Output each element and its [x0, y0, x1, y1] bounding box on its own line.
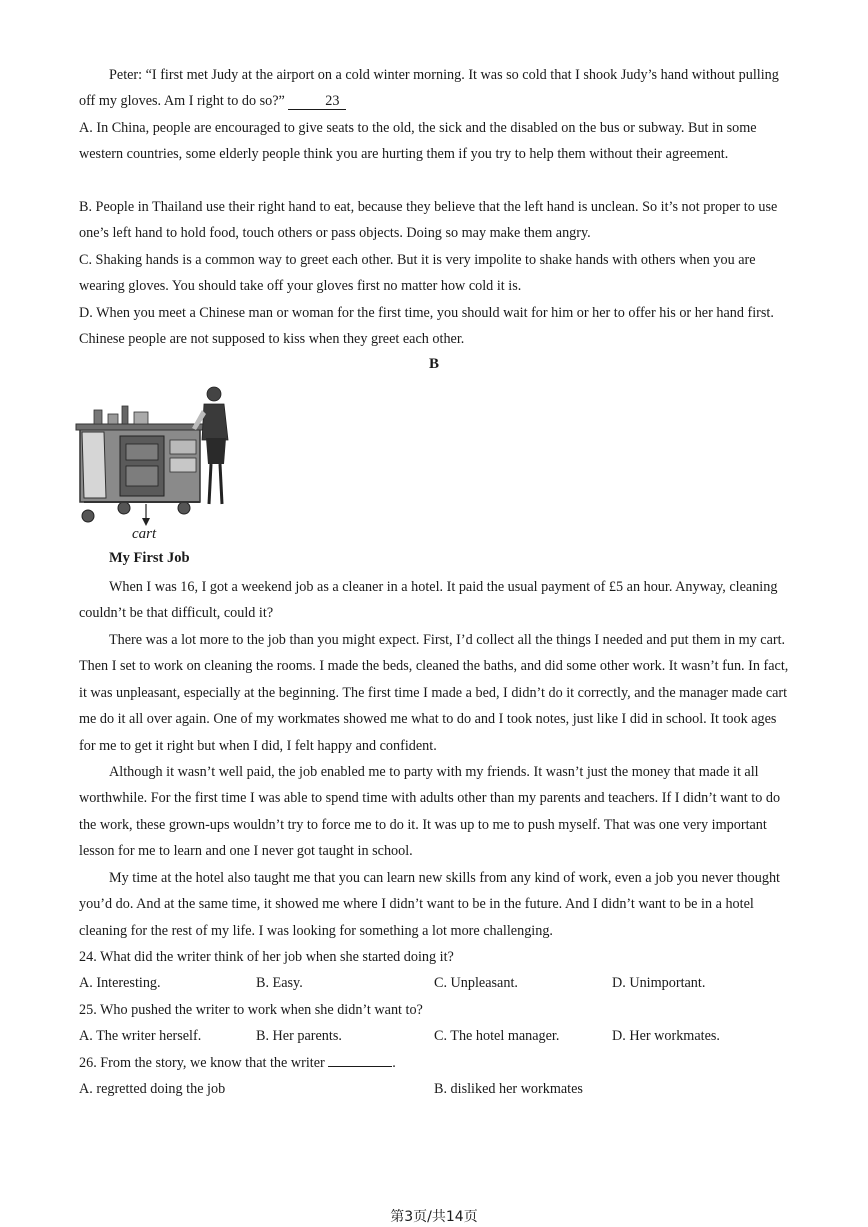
answer-blank-23: 23 [288, 93, 346, 110]
option-c-paragraph: C. Shaking hands is a common way to greet each other. But it is very impolite to shake hands with others when you are wearing gloves. You should take off your gloves first no matter how cold it is. [79, 252, 756, 295]
figure-label: cart [132, 526, 157, 542]
option-d-paragraph: D. When you meet a Chinese man or woman for the first time, you should wait for him or her to offer his or her hand first. Chinese people are not supposed to kiss when they greet each other. [79, 305, 774, 348]
passage-paragraph-4: My time at the hotel also taught me that you can learn new skills from any kind of work, even a job you never thought you’d do. And at the same time, it showed me where I didn’t want to be in the future. And I didn’t want to be in a hotel cleaning for the rest of my life. I was looking for something a lot more challenging. [79, 870, 780, 939]
q24-option-d: D. Unimportant. [612, 975, 706, 991]
q26-option-b: B. disliked her workmates [434, 1081, 583, 1097]
q25-option-c: C. The hotel manager. [434, 1028, 560, 1044]
question-24-stem: 24. What did the writer think of her job when she started doing it? [79, 949, 454, 965]
q24-option-c: C. Unpleasant. [434, 975, 518, 991]
answer-blank-26 [328, 1052, 392, 1067]
q24-option-b: B. Easy. [256, 975, 303, 991]
cart-image [74, 380, 239, 546]
cleaner-cart-illustration [74, 380, 239, 546]
option-a-paragraph: A. In China, people are encouraged to give seats to the old, the sick and the disabled on the bus or subway. But in some western countries, some elderly people think you are hurting them if you try to help them without their agreement. [79, 120, 757, 163]
question-23 [79, 62, 791, 115]
question-26-stem: 26. From the story, we know that the writer [79, 1055, 325, 1071]
q25-option-b: B. Her parents. [256, 1028, 342, 1044]
question-25-stem: 25. Who pushed the writer to work when she didn’t want to? [79, 1002, 423, 1018]
passage-title: My First Job [109, 550, 190, 566]
passage-paragraph-2: There was a lot more to the job than you might expect. First, I’d collect all the things I needed and put them in my cart. Then I set to work on cleaning the rooms. I made the beds, cleaned the baths, and did some other work. It wasn’t fun. In fact, it was unpleasant, especially at the beginning. The first time I made a bed, I didn’t do it correctly, and the manager made cart me do it all over again. One of my workmates showed me what to do and I took notes, just like I did in school. It took ages for me to get it right but when I did, I felt happy and confident. [79, 632, 789, 754]
question-23-text: Peter: “I first met Judy at the airport on a cold winter morning. It was so cold that I shook Judy’s hand without pulling off my gloves. Am I right to do so?” [79, 67, 779, 110]
q24-option-a: A. Interesting. [79, 975, 161, 991]
q26-option-a: A. regretted doing the job [79, 1081, 226, 1097]
passage-paragraph-3: Although it wasn’t well paid, the job enabled me to party with my friends. It wasn’t just the money that made it all worthwhile. For the first time I was able to spend time with adults other than my parents and teachers. If I didn’t want to do the work, these grown-ups wouldn’t try to force me to do it. It was up to me to push myself. That was one very important lesson for me to learn and one I never got taught in school. [79, 764, 781, 860]
q25-option-a: A. The writer herself. [79, 1028, 202, 1044]
page-number: 第3页/共14页 [390, 1209, 478, 1225]
option-b-paragraph: B. People in Thailand use their right hand to eat, because they believe that the left hand is unclean. So it’s not proper to use one’s left hand to hold food, touch others or pass objects. Doing so may make them angry. [79, 199, 778, 242]
q25-option-d: D. Her workmates. [612, 1028, 720, 1044]
question-26 [79, 1050, 396, 1076]
section-heading: B [428, 356, 439, 372]
question-26-stem-end: . [392, 1055, 396, 1071]
passage-paragraph-1: When I was 16, I got a weekend job as a cleaner in a hotel. It paid the usual payment of £5 an hour. Anyway, cleaning couldn’t be that difficult, could it? [79, 579, 778, 622]
